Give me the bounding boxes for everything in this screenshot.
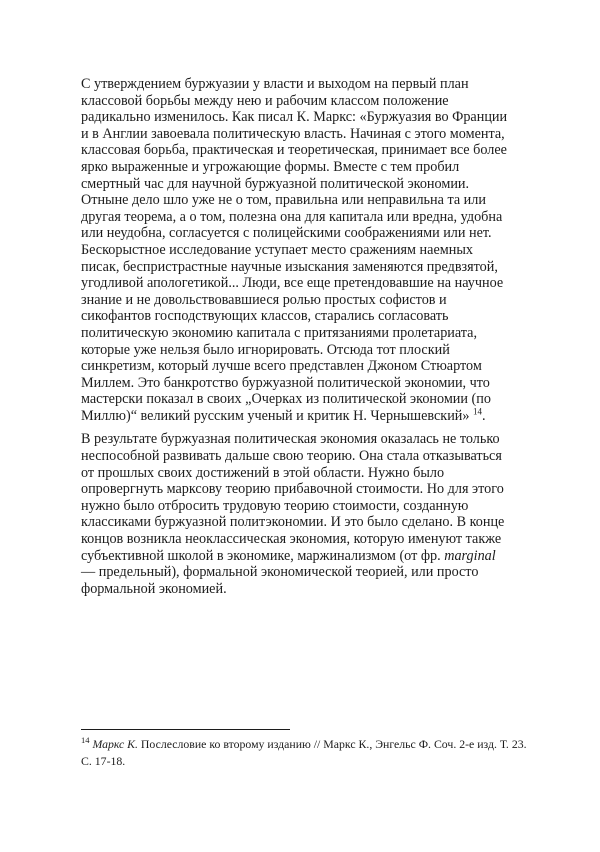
footnote-line: С. 17-18. (81, 753, 126, 768)
text-line: классиками буржуазной политэкономии. И это было сделано. В конце (81, 514, 505, 531)
text-line: от прошлых своих достижений в этой области. Нужно было (81, 464, 445, 481)
text-line: угодливой апологетикой... Люди, все еще претендовавшие на научное (81, 275, 504, 292)
text-line: которые уже нельзя было игнорировать. Отсюда тот плоский (81, 341, 450, 358)
text-line: или неудобна, согласуется с полицейскими соображениями или нет. (81, 225, 492, 242)
text-line (81, 408, 533, 425)
footnote (81, 736, 546, 769)
text-line: знание и не довольствовавшиеся ролью простых софистов и (81, 291, 447, 308)
text-line: синкретизм, который лучше всего представлен Джоном Стюартом (81, 358, 482, 375)
body-text (81, 76, 533, 597)
text-line: неспособной развивать дальше свою теорию. Она стала отказываться (81, 448, 502, 465)
text-line: политическую экономию капитала с притязаниями пролетариата, (81, 324, 478, 341)
footnote-reference: 14 (473, 406, 483, 417)
text-line: — предельный), формальной экономической теорией, или просто (81, 564, 479, 581)
text-line: нужно было отбросить трудовую теорию стоимости, созданную (81, 497, 469, 514)
text-line: другая теорема, а о том, полезна она для капитала или вредна, удобна (81, 208, 503, 225)
footnote-text: Послесловие ко второму изданию // Маркс К., Энгельс Ф. Соч. 2-е изд. Т. 23. (137, 737, 527, 751)
text-line: радикально изменилось. Как писал К. Маркс: «Буржуазия во Франции (81, 109, 508, 126)
text-line: опровергнуть марксову теорию прибавочной стоимости. Но для этого (81, 481, 504, 498)
text-line: смертный час для научной буржуазной политической экономии. (81, 175, 470, 192)
text-segment: субъективной школой в экономике, маржинализмом (от фр. (81, 547, 445, 564)
paragraph-1 (81, 76, 533, 424)
text-line: и в Англии завоевала политическую власть. Начиная с этого момента, (81, 125, 505, 142)
footnote-separator (81, 729, 290, 730)
text-segment: . (482, 407, 486, 424)
text-line: Бескорыстное исследование уступает место сражениям наемных (81, 241, 473, 258)
text-line: ярко выраженные и угрожающие формы. Вместе с тем пробил (81, 158, 460, 175)
text-line: Отныне дело шло уже не о том, правильна или неправильна та или (81, 192, 486, 209)
text-line: классовой борьбы между нею и рабочим классом положение (81, 92, 449, 109)
footnote-author: Маркс К. (89, 737, 138, 751)
text-line: сикофантов господствующих классов, старались согласовать (81, 308, 449, 325)
text-line: С утверждением буржуазии у власти и выходом на первый план (81, 76, 469, 92)
text-line: Миллем. Это банкротство буржуазной политической экономии, что (81, 374, 490, 391)
text-segment: Миллю)“ великий русским ученый и критик Н. Чернышевский» (81, 407, 474, 424)
text-line: классовая борьба, практическая и теоретическая, принимает все более (81, 142, 507, 159)
text-line: писак, беспристрастные научные изыскания заменяются предвзятой, (81, 258, 498, 275)
paragraph-2 (81, 431, 533, 597)
footnote-number: 14 (81, 735, 90, 746)
footnote-line (81, 736, 546, 753)
text-line (81, 548, 533, 565)
text-line: В результате буржуазная политическая экономия оказалась не только (81, 431, 500, 448)
text-line: формальной экономией. (81, 580, 227, 597)
text-line: концов возникла неоклассическая экономия, которую именуют также (81, 531, 502, 548)
italic-term: marginal (444, 547, 496, 564)
text-line: мастерски показал в своих „Очерках из политической экономии (по (81, 391, 491, 408)
